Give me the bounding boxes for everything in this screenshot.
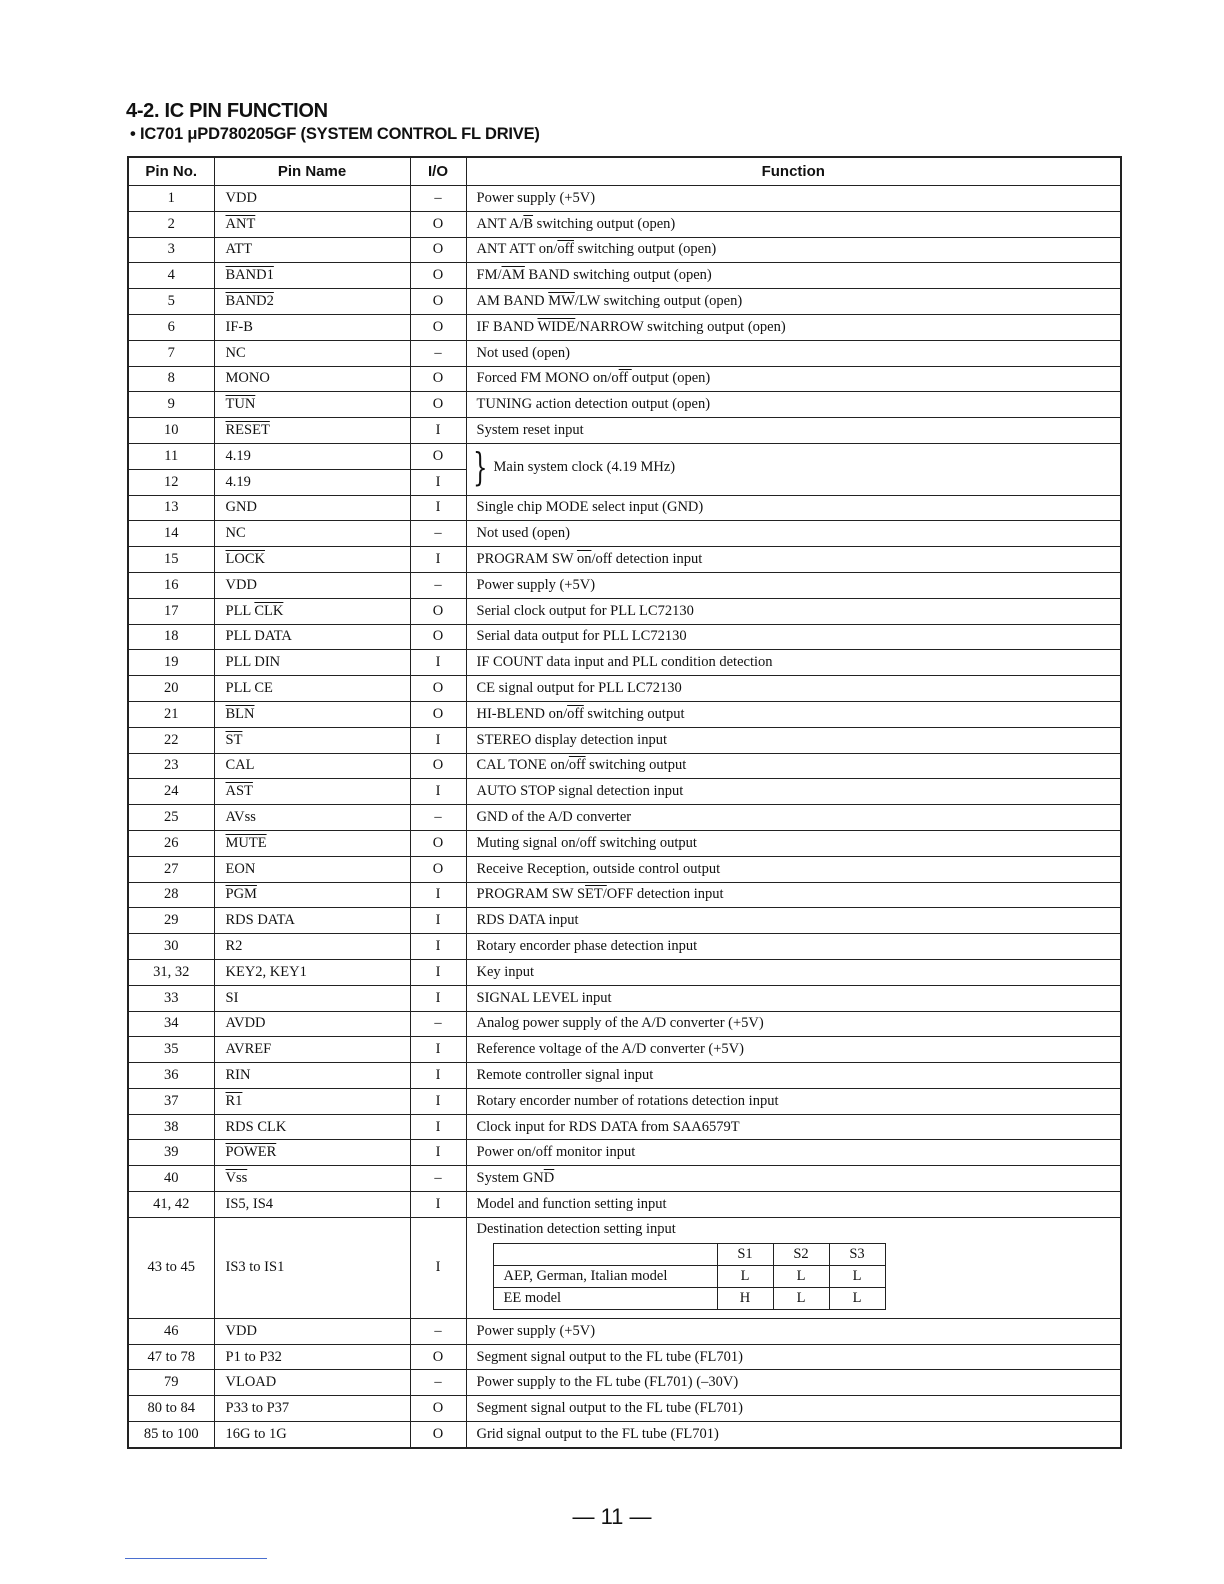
pin-function: GND of the A/D converter	[466, 805, 1121, 831]
pin-function: Grid signal output to the FL tube (FL701)	[466, 1422, 1121, 1448]
pin-name: BAND2	[214, 289, 410, 315]
table-row	[128, 340, 1121, 366]
pin-name: RESET	[214, 418, 410, 444]
pin-io: O	[410, 598, 466, 624]
pin-number: 85 to 100	[128, 1422, 214, 1448]
table-row	[128, 186, 1121, 212]
pin-function: Power supply (+5V)	[466, 186, 1121, 212]
pin-function: ANT $A/\overline{B}$ switching output (open)	[466, 211, 1121, 237]
pin-number: 39	[128, 1140, 214, 1166]
pin-name: $\overline{BLN}$	[214, 701, 410, 727]
pin-name: VDD	[214, 572, 410, 598]
pin-number: 31, 32	[128, 959, 214, 985]
pin-name: ATT	[214, 237, 410, 263]
table-row	[128, 263, 1121, 289]
pin-number: 8	[128, 366, 214, 392]
pin-number: 15	[128, 547, 214, 573]
pin-name: R2	[214, 934, 410, 960]
table-row	[128, 1140, 1121, 1166]
pin-function: Power supply (+5V)	[466, 1318, 1121, 1344]
pin-name: P1 to P32	[214, 1344, 410, 1370]
pin-name: AVss	[214, 805, 410, 831]
pin-number: 20	[128, 676, 214, 702]
pin-io: I	[410, 1088, 466, 1114]
pin-io: I	[410, 495, 466, 521]
pin-function: Model and function setting input	[466, 1192, 1121, 1218]
pin-name: PLL DATA	[214, 624, 410, 650]
pin-name: RDS CLK	[214, 1114, 410, 1140]
pin-function: PROGRAM SW SET/OFF detection input	[466, 882, 1121, 908]
pin-function: Segment signal output to the FL tube (FL701)	[466, 1396, 1121, 1422]
pin-io: O	[410, 856, 466, 882]
pin-name: VLOAD	[214, 1370, 410, 1396]
pin-name: MONO	[214, 366, 410, 392]
pin-io: –	[410, 805, 466, 831]
pin-function: Rotary encorder number of rotations detection input	[466, 1088, 1121, 1114]
pin-function: RDS DATA input	[466, 908, 1121, 934]
pin-io: –	[410, 1318, 466, 1344]
pin-number: 6	[128, 314, 214, 340]
table-row	[128, 908, 1121, 934]
table-row	[128, 366, 1121, 392]
pin-number: 28	[128, 882, 214, 908]
pin-number: 33	[128, 985, 214, 1011]
pin-name: P33 to P37	[214, 1396, 410, 1422]
pin-number: 3	[128, 237, 214, 263]
table-row	[128, 211, 1121, 237]
pin-name: SI	[214, 985, 410, 1011]
destination-table	[493, 1243, 886, 1310]
pin-name: $\overline{PGM}$	[214, 882, 410, 908]
pin-name: IF-B	[214, 314, 410, 340]
clock-function-text: Main system clock (4.19 MHz)	[493, 458, 676, 475]
pin-number: 12	[128, 469, 214, 495]
pin-io: –	[410, 340, 466, 366]
pin-number: 46	[128, 1318, 214, 1344]
pin-io: I	[410, 469, 466, 495]
pin-function: TUNING action detection output (open)	[466, 392, 1121, 418]
pin-function: Segment signal output to the FL tube (FL701)	[466, 1344, 1121, 1370]
pin-name: 16G to 1G	[214, 1422, 410, 1448]
pin-io: I	[410, 727, 466, 753]
destination-header-s1: S1	[717, 1243, 773, 1265]
pin-io: I	[410, 1217, 466, 1318]
pin-name: 4.19	[214, 469, 410, 495]
pin-number: 30	[128, 934, 214, 960]
header-pin-name: Pin Name	[214, 157, 410, 186]
pin-number: 36	[128, 1063, 214, 1089]
ic-title: • IC701 μPD780205GF (SYSTEM CONTROL FL DRIVE)	[130, 125, 540, 143]
pin-function: Muting signal on/off switching output	[466, 830, 1121, 856]
pin-name: EON	[214, 856, 410, 882]
pin-number: 14	[128, 521, 214, 547]
pin-name: POWER	[214, 1140, 410, 1166]
pin-io: I	[410, 650, 466, 676]
pin-number: 10	[128, 418, 214, 444]
destination-s3: L	[829, 1287, 885, 1309]
pin-io: O	[410, 392, 466, 418]
pin-name: $\overline{TUN}$	[214, 392, 410, 418]
pin-io: O	[410, 237, 466, 263]
pin-number: 21	[128, 701, 214, 727]
table-row	[128, 237, 1121, 263]
destination-title: Destination detection setting input	[476, 1220, 676, 1237]
table-row	[128, 701, 1121, 727]
destination-corner	[493, 1243, 717, 1265]
table-row	[128, 1088, 1121, 1114]
pin-function: SIGNAL LEVEL input	[466, 985, 1121, 1011]
pin-number: 1	[128, 186, 214, 212]
pin-number: 34	[128, 1011, 214, 1037]
pin-name: R1	[214, 1088, 410, 1114]
pin-number: 9	[128, 392, 214, 418]
table-row	[128, 934, 1121, 960]
section-title: 4-2. IC PIN FUNCTION	[126, 100, 328, 122]
pin-number: 11	[128, 443, 214, 469]
destination-header-row	[493, 1243, 885, 1265]
pin-io: O	[410, 289, 466, 315]
pin-function: Remote controller signal input	[466, 1063, 1121, 1089]
table-row	[128, 1370, 1121, 1396]
table-row	[128, 521, 1121, 547]
table-row	[128, 289, 1121, 315]
pin-number: 27	[128, 856, 214, 882]
table-row	[128, 1037, 1121, 1063]
pin-io: O	[410, 701, 466, 727]
pin-function: Clock input for RDS DATA from SAA6579T	[466, 1114, 1121, 1140]
pin-io: I	[410, 1192, 466, 1218]
pin-number: 40	[128, 1166, 214, 1192]
brace-glyph: }	[472, 444, 488, 489]
pin-function: $FM/\overline{AM}$ BAND switching output (open)	[466, 263, 1121, 289]
pin-io: O	[410, 263, 466, 289]
pin-name: $\overline{ANT}$	[214, 211, 410, 237]
destination-header-s3: S3	[829, 1243, 885, 1265]
pin-number: 26	[128, 830, 214, 856]
pin-number: 24	[128, 779, 214, 805]
table-row	[128, 1114, 1121, 1140]
header-function: Function	[466, 157, 1121, 186]
pin-name: RIN	[214, 1063, 410, 1089]
table-row	[128, 418, 1121, 444]
table-row	[128, 314, 1121, 340]
pin-name: $\overline{AST}$	[214, 779, 410, 805]
table-row	[128, 1344, 1121, 1370]
pin-function: Serial clock output for PLL LC72130	[466, 598, 1121, 624]
pin-function: ANT ATT $on/\overline{off}$ switching output (open)	[466, 237, 1121, 263]
destination-row	[493, 1287, 885, 1309]
pin-function: Rotary encorder phase detection input	[466, 934, 1121, 960]
pin-number: 79	[128, 1370, 214, 1396]
pin-function: AM BAND $\overline{MW}/LW$ switching output (open)	[466, 289, 1121, 315]
destination-model: EE model	[493, 1287, 717, 1309]
pin-io: I	[410, 418, 466, 444]
table-row	[128, 830, 1121, 856]
pin-name: CAL	[214, 753, 410, 779]
pin-io: –	[410, 1370, 466, 1396]
pin-number: 7	[128, 340, 214, 366]
pin-io: I	[410, 547, 466, 573]
pin-function: IF COUNT data input and PLL condition detection	[466, 650, 1121, 676]
pin-function: Power on/off monitor input	[466, 1140, 1121, 1166]
pin-function: Power supply to the FL tube (FL701) (–30V)	[466, 1370, 1121, 1396]
table-row	[128, 985, 1121, 1011]
pin-name: AVDD	[214, 1011, 410, 1037]
destination-s2: L	[773, 1287, 829, 1309]
pin-number: 18	[128, 624, 214, 650]
pin-function: CE signal output for PLL LC72130	[466, 676, 1121, 702]
pin-io: I	[410, 1140, 466, 1166]
pin-function: AUTO STOP signal detection input	[466, 779, 1121, 805]
bottom-rule	[125, 1558, 267, 1559]
table-row	[128, 959, 1121, 985]
pin-io: O	[410, 1396, 466, 1422]
pin-name: BAND1	[214, 263, 410, 289]
table-row	[128, 805, 1121, 831]
pin-function: Key input	[466, 959, 1121, 985]
pin-io: O	[410, 753, 466, 779]
table-row	[128, 650, 1121, 676]
table-row	[128, 676, 1121, 702]
pin-io: O	[410, 676, 466, 702]
pin-number: 19	[128, 650, 214, 676]
pin-io: –	[410, 572, 466, 598]
pin-function: Serial data output for PLL LC72130	[466, 624, 1121, 650]
destination-s1: L	[717, 1265, 773, 1287]
pin-io: I	[410, 882, 466, 908]
pin-io: O	[410, 314, 466, 340]
pin-function: Receive Reception, outside control output	[466, 856, 1121, 882]
table-row	[128, 882, 1121, 908]
pin-name: NC	[214, 340, 410, 366]
pin-io: –	[410, 1166, 466, 1192]
table-header	[128, 157, 1121, 186]
pin-number: 47 to 78	[128, 1344, 214, 1370]
pin-io: O	[410, 211, 466, 237]
table-row	[128, 443, 1121, 469]
destination-s1: H	[717, 1287, 773, 1309]
table-row	[128, 1396, 1121, 1422]
table-row	[128, 1166, 1121, 1192]
table-body	[128, 186, 1121, 1448]
pin-io: –	[410, 1011, 466, 1037]
pin-number: 2	[128, 211, 214, 237]
pin-function: PROGRAM SW $\overline{on}$/off detection input	[466, 547, 1121, 573]
pin-io: I	[410, 1114, 466, 1140]
pin-io: –	[410, 186, 466, 212]
pin-number: 80 to 84	[128, 1396, 214, 1422]
table-row	[128, 392, 1121, 418]
pin-io: O	[410, 1422, 466, 1448]
pin-io: I	[410, 779, 466, 805]
pin-function-destination	[466, 1217, 1121, 1318]
pin-name: IS5, IS4	[214, 1192, 410, 1218]
pin-name: MUTE	[214, 830, 410, 856]
pin-io: O	[410, 1344, 466, 1370]
pin-number: 17	[128, 598, 214, 624]
pin-number: 43 to 45	[128, 1217, 214, 1318]
table-row	[128, 1063, 1121, 1089]
pin-io: O	[410, 830, 466, 856]
destination-row	[493, 1265, 885, 1287]
header-pin-no: Pin No.	[128, 157, 214, 186]
table-row	[128, 1422, 1121, 1448]
pin-name: VDD	[214, 1318, 410, 1344]
pin-function: STEREO display detection input	[466, 727, 1121, 753]
pin-io: I	[410, 959, 466, 985]
pin-name: $\overline{Vss}$	[214, 1166, 410, 1192]
pin-number: 35	[128, 1037, 214, 1063]
pin-io: O	[410, 624, 466, 650]
table-row	[128, 547, 1121, 573]
pin-function: IF BAND WIDE/NARROW switching output (open)	[466, 314, 1121, 340]
pin-io: O	[410, 366, 466, 392]
pin-io: I	[410, 1037, 466, 1063]
pin-io: I	[410, 985, 466, 1011]
table-row	[128, 1318, 1121, 1344]
pin-number: 5	[128, 289, 214, 315]
pin-name: IS3 to IS1	[214, 1217, 410, 1318]
pin-name: AVREF	[214, 1037, 410, 1063]
table-row	[128, 727, 1121, 753]
pin-number: 13	[128, 495, 214, 521]
pin-function: Reference voltage of the A/D converter (+5V)	[466, 1037, 1121, 1063]
pin-function: HI-BLEND $on/\overline{off}$ switching output	[466, 701, 1121, 727]
table-row	[128, 598, 1121, 624]
pin-name: VDD	[214, 186, 410, 212]
table-row	[128, 779, 1121, 805]
pin-name: LOCK	[214, 547, 410, 573]
pin-number: 41, 42	[128, 1192, 214, 1218]
pin-name: PLL $\overline{CLK}$	[214, 598, 410, 624]
pin-name: RDS DATA	[214, 908, 410, 934]
table-row	[128, 856, 1121, 882]
pin-function-clock	[466, 443, 1121, 495]
destination-s2: L	[773, 1265, 829, 1287]
destination-model: AEP, German, Italian model	[493, 1265, 717, 1287]
pin-number: 29	[128, 908, 214, 934]
pin-name: $\overline{ST}$	[214, 727, 410, 753]
pin-number: 16	[128, 572, 214, 598]
pin-number: 37	[128, 1088, 214, 1114]
table-row	[128, 624, 1121, 650]
pin-io: I	[410, 1063, 466, 1089]
pin-number: 4	[128, 263, 214, 289]
table-row	[128, 1217, 1121, 1318]
table-row	[128, 1192, 1121, 1218]
table-row	[128, 1011, 1121, 1037]
pin-name: NC	[214, 521, 410, 547]
pin-function: Not used (open)	[466, 340, 1121, 366]
pin-number: 25	[128, 805, 214, 831]
pin-function: Analog power supply of the A/D converter (+5V)	[466, 1011, 1121, 1037]
pin-io: –	[410, 521, 466, 547]
pin-function-table	[127, 156, 1122, 1449]
pin-function: Forced FM MONO on/off output (open)	[466, 366, 1121, 392]
destination-s3: L	[829, 1265, 885, 1287]
destination-header-s2: S2	[773, 1243, 829, 1265]
pin-io: O	[410, 443, 466, 469]
pin-io: I	[410, 908, 466, 934]
pin-name: PLL CE	[214, 676, 410, 702]
pin-function: Single chip MODE select input (GND)	[466, 495, 1121, 521]
pin-name: 4.19	[214, 443, 410, 469]
pin-function: CAL TONE $on/\overline{off}$ switching output	[466, 753, 1121, 779]
pin-name: GND	[214, 495, 410, 521]
pin-function: Not used (open)	[466, 521, 1121, 547]
pin-io: I	[410, 934, 466, 960]
pin-function: Power supply (+5V)	[466, 572, 1121, 598]
table-row	[128, 753, 1121, 779]
pin-name: PLL DIN	[214, 650, 410, 676]
pin-function: System $GN\overline{D}$	[466, 1166, 1121, 1192]
table-row	[128, 572, 1121, 598]
pin-function: System reset input	[466, 418, 1121, 444]
pin-number: 22	[128, 727, 214, 753]
pin-number: 23	[128, 753, 214, 779]
page-number: — 11 —	[572, 1504, 652, 1529]
table-row	[128, 495, 1121, 521]
header-io: I/O	[410, 157, 466, 186]
pin-number: 38	[128, 1114, 214, 1140]
pin-name: KEY2, KEY1	[214, 959, 410, 985]
